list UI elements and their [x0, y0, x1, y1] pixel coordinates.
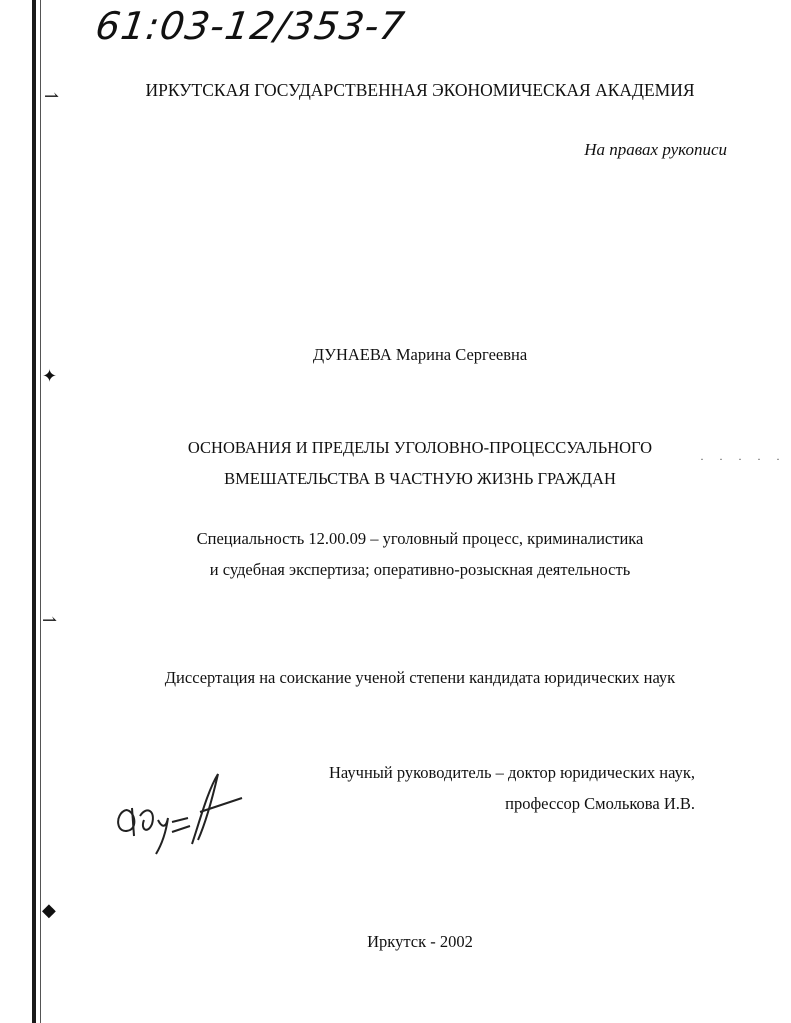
binder-hole-mark: ✦	[42, 366, 58, 386]
scan-specks: · · · · ·	[700, 452, 786, 466]
manuscript-note: На правах рукописи	[584, 140, 727, 159]
binder-hole-mark: ⇀	[42, 610, 58, 630]
dissertation-title	[0, 432, 791, 494]
author-name: ДУНАЕВА Марина Сергеевна	[312, 345, 528, 364]
supervisor-line-2: профессор Смолькова И.В.	[505, 794, 695, 813]
city-year: Иркутск - 2002	[367, 932, 473, 951]
binder-hole-mark: ◆	[42, 900, 56, 920]
specialty-line-2: и судебная экспертиза; оперативно-розыскная деятельность	[209, 560, 631, 579]
specialty	[0, 523, 791, 585]
specialty-line-1: Специальность 12.00.09 – уголовный процесс, криминалистика	[196, 529, 644, 548]
title-line-1: ОСНОВАНИЯ И ПРЕДЕЛЫ УГОЛОВНО-ПРОЦЕССУАЛЬНОГО	[187, 438, 653, 457]
supervisor-line-1: Научный руководитель – доктор юридических наук,	[329, 763, 695, 782]
supervisor	[329, 757, 695, 819]
binding-edge-inner	[40, 0, 41, 1023]
title-line-2: ВМЕШАТЕЛЬСТВА В ЧАСТНУЮ ЖИЗНЬ ГРАЖДАН	[224, 469, 616, 488]
archive-code: 61:03-12/353-7	[92, 4, 408, 48]
handwritten-signature	[108, 770, 248, 860]
binding-edge	[32, 0, 36, 1023]
dissertation-note: Диссертация на соискание ученой степени кандидата юридических наук	[164, 668, 676, 687]
institution-name: ИРКУТСКАЯ ГОСУДАРСТВЕННАЯ ЭКОНОМИЧЕСКАЯ АКАДЕМИЯ	[145, 80, 695, 100]
binder-hole-mark: ⇀	[44, 86, 60, 106]
